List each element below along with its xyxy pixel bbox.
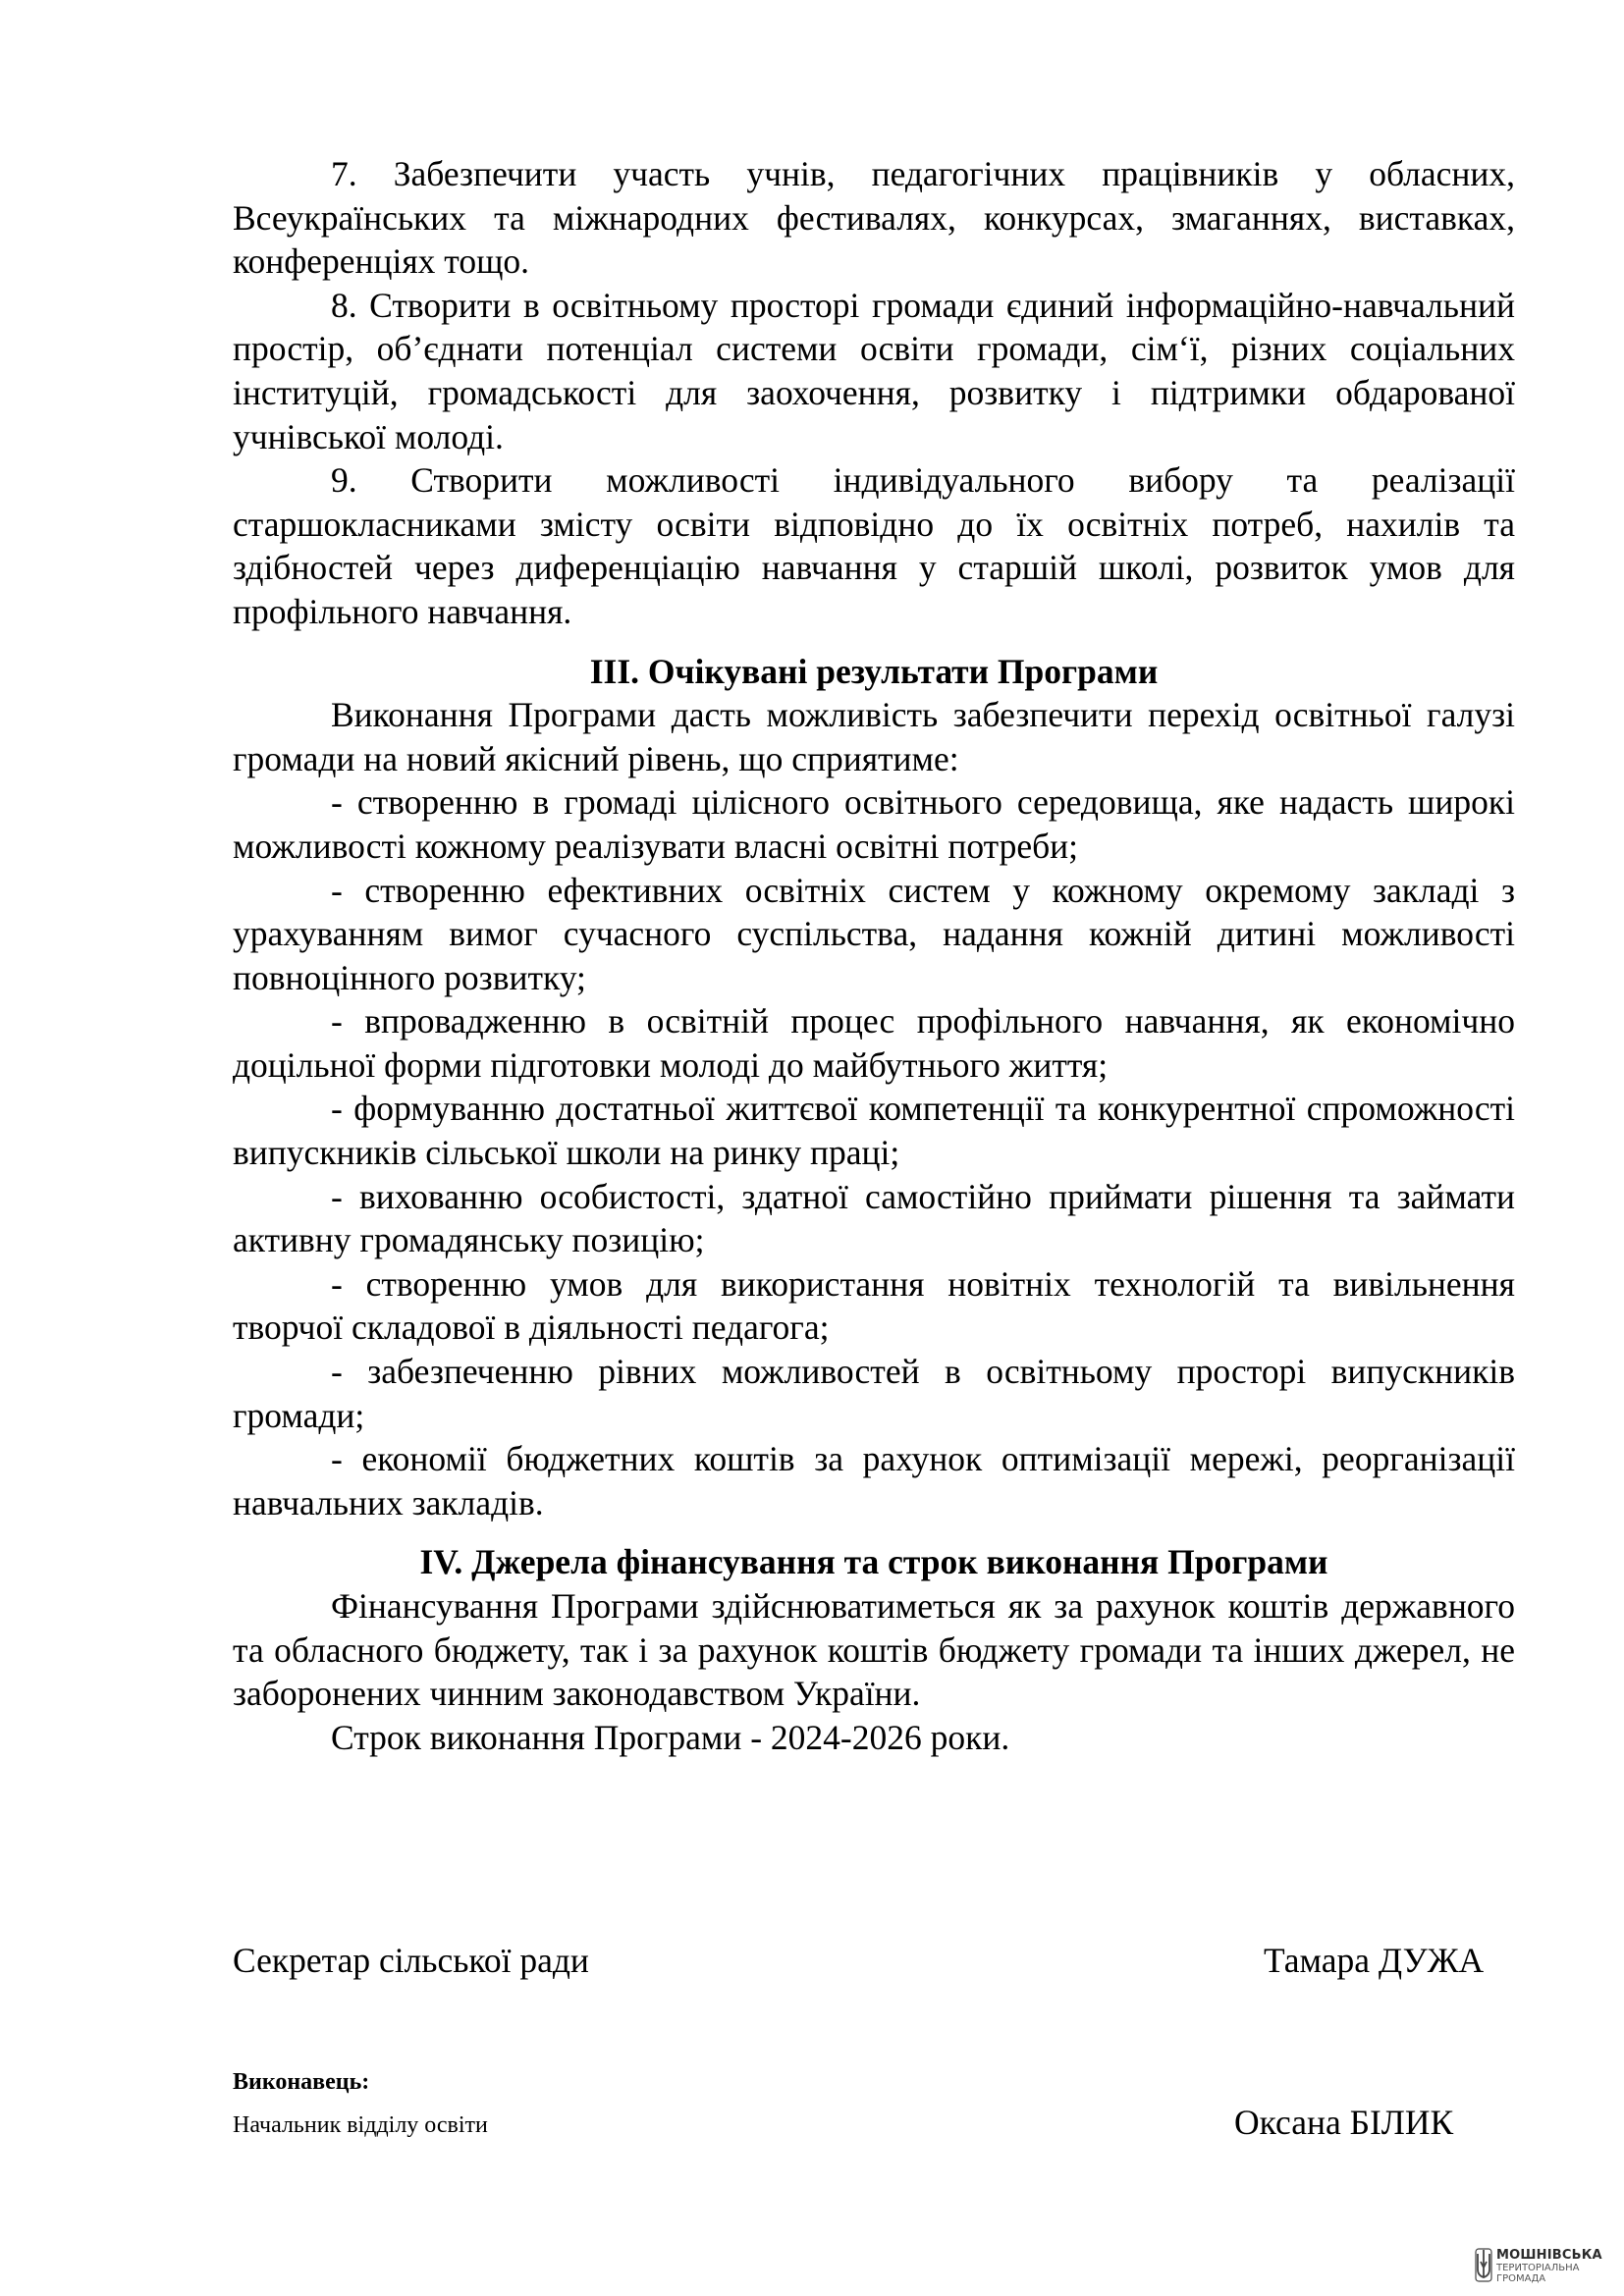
result-item: - економії бюджетних коштів за рахунок оптимізації мережі, реорганізації навчальних закладів. xyxy=(233,1439,1515,1522)
goal-item-9: 9. Створити можливості індивідуального вибору та реалізації старшокласниками змісту освіти відповідно до їх освітніх потреб, нахилів та здібностей через диференціацію навчання у старшій школі, розвиток умов для профільного навчання. xyxy=(233,460,1515,631)
result-item: - забезпеченню рівних можливостей в освітньому просторі випускників громади; xyxy=(233,1352,1515,1435)
funding-text: Фінансування Програми здійснюватиметься як за рахунок коштів державного та обласного бюджету, так і за рахунок коштів бюджету громади та інших джерел, не заборонених чинним законодавством України. xyxy=(233,1586,1515,1714)
executor-name: Оксана БІЛИК xyxy=(1234,2103,1454,2142)
program-term: Строк виконання Програми - 2024-2026 роки. xyxy=(331,1717,1010,1757)
logo-line-1: МОШНІВСЬКА xyxy=(1496,2248,1602,2263)
executor-label: Виконавець: xyxy=(233,2069,370,2095)
result-item: - створенню в громаді цілісного освітнього середовища, яке надасть широкі можливості кожному реалізувати власні освітні потреби; xyxy=(233,782,1515,866)
goal-item-8: 8. Створити в освітньому просторі громади єдиний інформаційно-навчальний простір, об’єднати потенціал системи освіти громади, сім‘ї, різних соціальних інституцій, громадськості для заохочення, розвитку і підтримки обдарованої учнівської молоді. xyxy=(233,285,1515,456)
document-body xyxy=(233,152,1515,1759)
secretary-name: Тамара ДУЖА xyxy=(1264,1941,1485,1980)
secretary-title: Секретар сільської ради xyxy=(233,1941,589,1980)
result-item: - створенню умов для використання новітніх технологій та вивільнення творчої складової в діяльності педагога; xyxy=(233,1263,1515,1348)
result-item: - впровадженню в освітній процес профільного навчання, як економічно доцільної форми підготовки молоді до майбутнього життя; xyxy=(233,1001,1515,1085)
section-4-heading: IV. Джерела фінансування та строк виконання Програми xyxy=(419,1542,1328,1582)
trident-icon xyxy=(1475,2248,1492,2283)
result-item: - створенню ефективних освітніх систем у кожному окремому закладі з урахуванням вимог сучасного суспільства, надання кожній дитині можливості повноцінного розвитку; xyxy=(233,870,1515,997)
section-3-heading: ІІІ. Очікувані результати Програми xyxy=(589,651,1159,691)
community-logo xyxy=(1475,2246,1622,2295)
results-intro: Виконання Програми дасть можливість забезпечити перехід освітньої галузі громади на новий якісний рівень, що сприятиме: xyxy=(233,695,1515,778)
result-item: - вихованню особистості, здатної самостійно приймати рішення та займати активну громадянську позицію; xyxy=(233,1176,1515,1260)
logo-line-2: ТЕРИТОРІАЛЬНА xyxy=(1496,2263,1580,2273)
executor-title: Начальник відділу освіти xyxy=(233,2112,488,2138)
goal-item-7: 7. Забезпечити участь учнів, педагогічних працівників у обласних, Всеукраїнських та міжнародних фестивалях, конкурсах, змаганнях, виставках, конференціях тощо. xyxy=(233,154,1515,282)
result-item: - формуванню достатньої життєвої компетенції та конкурентної спроможності випускників сільської школи на ринку праці; xyxy=(233,1089,1515,1173)
logo-line-3: ГРОМАДА xyxy=(1496,2273,1546,2284)
